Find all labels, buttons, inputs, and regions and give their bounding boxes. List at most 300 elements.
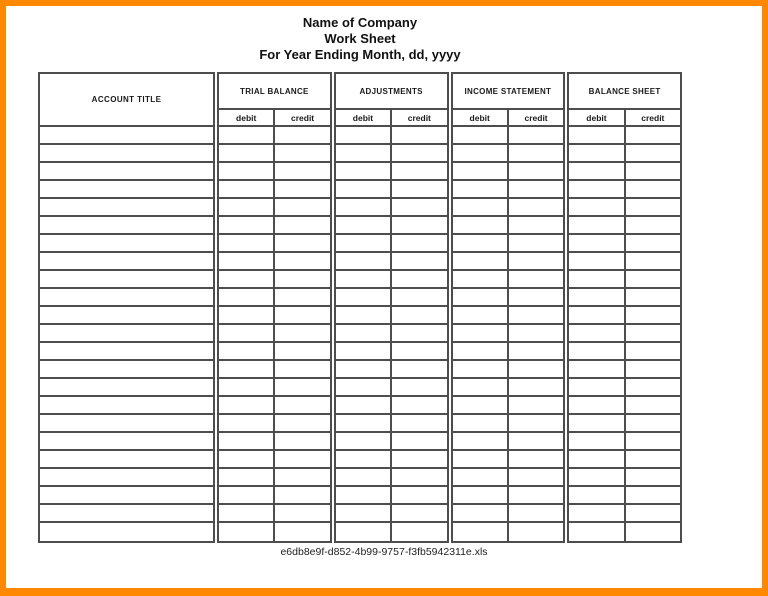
debit-column-header: debit: [469, 112, 490, 123]
worksheet-blank-row: [336, 127, 447, 145]
debit-cell: [453, 379, 507, 395]
trial-balance-subheader: [219, 110, 330, 127]
debit-cell: [219, 361, 273, 377]
debit-cell: [336, 163, 390, 179]
debit-cell: [336, 487, 390, 503]
worksheet-blank-row: [336, 289, 447, 307]
debit-cell: [453, 271, 507, 287]
debit-cell: [219, 217, 273, 233]
credit-cell: [390, 379, 446, 395]
credit-cell: [507, 217, 563, 233]
credit-cell: [507, 523, 563, 541]
worksheet-blank-row: [40, 217, 213, 235]
worksheet-blank-row: [453, 343, 564, 361]
worksheet-blank-row: [219, 451, 330, 469]
worksheet-blank-row: [219, 469, 330, 487]
worksheet-blank-row: [453, 523, 564, 541]
debit-cell: [569, 289, 623, 305]
debit-cell: [569, 379, 623, 395]
credit-cell: [624, 361, 680, 377]
debit-cell: [453, 523, 507, 541]
debit-cell: [219, 397, 273, 413]
worksheet-blank-row: [219, 181, 330, 199]
debit-cell: [453, 343, 507, 359]
worksheet-blank-row: [453, 127, 564, 145]
worksheet-blank-row: [40, 145, 213, 163]
income-statement-panel: [451, 72, 566, 543]
credit-cell: [507, 199, 563, 215]
credit-cell: [507, 433, 563, 449]
worksheet-blank-row: [569, 181, 680, 199]
worksheet-blank-row: [569, 433, 680, 451]
credit-cell: [273, 433, 329, 449]
worksheet-blank-row: [219, 397, 330, 415]
debit-cell: [569, 397, 623, 413]
worksheet-blank-row: [219, 325, 330, 343]
worksheet-blank-row: [336, 271, 447, 289]
worksheet-blank-row: [219, 343, 330, 361]
debit-cell: [219, 289, 273, 305]
worksheet-blank-row: [336, 163, 447, 181]
debit-cell: [569, 415, 623, 431]
title-period: For Year Ending Month, dd, yyyy: [259, 47, 461, 62]
credit-cell: [273, 505, 329, 521]
adjustments-rows: [336, 127, 447, 541]
worksheet-blank-row: [569, 397, 680, 415]
credit-cell: [624, 253, 680, 269]
income-statement-rows: [453, 127, 564, 541]
worksheet-blank-row: [453, 163, 564, 181]
debit-cell: [569, 145, 623, 161]
worksheet-blank-row: [453, 397, 564, 415]
worksheet-blank-row: [569, 307, 680, 325]
debit-cell: [219, 325, 273, 341]
debit-cell: [453, 397, 507, 413]
credit-cell: [273, 181, 329, 197]
worksheet-table: [38, 72, 682, 543]
credit-cell: [273, 289, 329, 305]
balance-sheet-rows: [569, 127, 680, 541]
worksheet-blank-row: [453, 289, 564, 307]
worksheet-blank-row: [569, 505, 680, 523]
debit-cell: [569, 433, 623, 449]
worksheet-blank-row: [569, 163, 680, 181]
debit-cell: [453, 469, 507, 485]
worksheet-blank-row: [569, 235, 680, 253]
worksheet-blank-row: [40, 271, 213, 289]
credit-cell: [390, 163, 446, 179]
worksheet-blank-row: [336, 235, 447, 253]
credit-cell: [273, 199, 329, 215]
credit-cell: [390, 325, 446, 341]
worksheet-blank-row: [453, 487, 564, 505]
worksheet-blank-row: [219, 253, 330, 271]
debit-cell: [219, 253, 273, 269]
worksheet-blank-row: [453, 505, 564, 523]
debit-cell: [453, 199, 507, 215]
credit-cell: [390, 487, 446, 503]
credit-cell: [507, 361, 563, 377]
credit-cell: [507, 415, 563, 431]
credit-cell: [507, 325, 563, 341]
debit-cell: [453, 487, 507, 503]
worksheet-blank-row: [336, 523, 447, 541]
credit-cell: [273, 127, 329, 143]
credit-cell: [624, 505, 680, 521]
debit-cell: [336, 505, 390, 521]
worksheet-blank-row: [453, 451, 564, 469]
debit-cell: [569, 163, 623, 179]
worksheet-blank-row: [219, 361, 330, 379]
credit-cell: [507, 235, 563, 251]
credit-cell: [507, 145, 563, 161]
debit-cell: [569, 451, 623, 467]
worksheet-blank-row: [569, 217, 680, 235]
worksheet-blank-row: [219, 433, 330, 451]
debit-cell: [219, 163, 273, 179]
debit-cell: [569, 523, 623, 541]
debit-cell: [569, 199, 623, 215]
credit-cell: [507, 469, 563, 485]
credit-cell: [273, 163, 329, 179]
worksheet-blank-row: [40, 469, 213, 487]
worksheet-blank-row: [40, 235, 213, 253]
worksheet-blank-row: [219, 307, 330, 325]
debit-cell: [219, 271, 273, 287]
debit-column-header: debit: [236, 112, 257, 123]
credit-cell: [507, 505, 563, 521]
credit-cell: [390, 361, 446, 377]
credit-cell: [624, 127, 680, 143]
credit-cell: [390, 469, 446, 485]
debit-cell: [336, 271, 390, 287]
debit-cell: [219, 415, 273, 431]
debit-cell: [453, 217, 507, 233]
title-sheet-name: Work Sheet: [324, 31, 396, 46]
credit-cell: [507, 487, 563, 503]
debit-cell: [336, 469, 390, 485]
debit-cell: [336, 379, 390, 395]
debit-cell: [569, 181, 623, 197]
debit-cell: [336, 145, 390, 161]
debit-column-header: debit: [352, 112, 374, 123]
credit-cell: [624, 199, 680, 215]
footer-filename: e6db8e9f-d852-4b99-9757-f3fb5942311e.xls: [280, 546, 488, 558]
worksheet-blank-row: [336, 469, 447, 487]
worksheet-blank-row: [219, 415, 330, 433]
worksheet-blank-row: [453, 307, 564, 325]
credit-cell: [273, 523, 329, 541]
worksheet-blank-row: [336, 379, 447, 397]
debit-cell: [453, 451, 507, 467]
balance-sheet-subheader: [569, 110, 680, 127]
debit-cell: [336, 199, 390, 215]
worksheet-blank-row: [219, 199, 330, 217]
credit-cell: [507, 379, 563, 395]
debit-cell: [219, 469, 273, 485]
debit-cell: [336, 343, 390, 359]
worksheet-blank-row: [219, 163, 330, 181]
worksheet-blank-row: [40, 379, 213, 397]
credit-cell: [273, 379, 329, 395]
worksheet-blank-row: [336, 451, 447, 469]
worksheet-blank-row: [336, 433, 447, 451]
worksheet-blank-row: [40, 433, 213, 451]
worksheet-blank-row: [336, 415, 447, 433]
worksheet-blank-row: [336, 217, 447, 235]
credit-cell: [390, 127, 446, 143]
debit-cell: [569, 127, 623, 143]
credit-cell: [507, 163, 563, 179]
debit-cell: [569, 235, 623, 251]
debit-cell: [336, 289, 390, 305]
adjustments-panel: [334, 72, 449, 543]
credit-cell: [624, 307, 680, 323]
worksheet-blank-row: [569, 487, 680, 505]
worksheet-blank-row: [336, 343, 447, 361]
income-statement-subheader: [453, 110, 564, 127]
debit-cell: [569, 487, 623, 503]
worksheet-blank-row: [336, 253, 447, 271]
credit-column-header: credit: [273, 110, 329, 125]
credit-cell: [390, 235, 446, 251]
worksheet-blank-row: [336, 325, 447, 343]
worksheet-blank-row: [569, 145, 680, 163]
trial-balance-rows: [219, 127, 330, 541]
credit-cell: [273, 145, 329, 161]
worksheet-blank-row: [569, 325, 680, 343]
credit-cell: [624, 271, 680, 287]
worksheet-blank-row: [219, 505, 330, 523]
debit-cell: [336, 397, 390, 413]
debit-cell: [569, 271, 623, 287]
credit-cell: [390, 217, 446, 233]
credit-cell: [624, 397, 680, 413]
debit-cell: [219, 343, 273, 359]
credit-cell: [624, 487, 680, 503]
credit-cell: [273, 235, 329, 251]
credit-cell: [624, 217, 680, 233]
credit-cell: [390, 145, 446, 161]
credit-cell: [624, 235, 680, 251]
worksheet-blank-row: [453, 181, 564, 199]
worksheet-blank-row: [569, 343, 680, 361]
credit-cell: [624, 523, 680, 541]
worksheet-blank-row: [40, 415, 213, 433]
credit-cell: [507, 271, 563, 287]
adjustments-header: ADJUSTMENTS: [336, 74, 447, 110]
worksheet-blank-row: [40, 397, 213, 415]
credit-cell: [507, 397, 563, 413]
worksheet-blank-row: [569, 415, 680, 433]
credit-cell: [624, 289, 680, 305]
debit-cell: [453, 433, 507, 449]
worksheet-blank-row: [219, 235, 330, 253]
debit-cell: [453, 163, 507, 179]
debit-cell: [219, 451, 273, 467]
worksheet-blank-row: [569, 523, 680, 541]
credit-cell: [273, 271, 329, 287]
credit-cell: [273, 397, 329, 413]
credit-cell: [390, 343, 446, 359]
credit-cell: [273, 469, 329, 485]
worksheet-blank-row: [219, 379, 330, 397]
credit-cell: [624, 145, 680, 161]
debit-cell: [219, 235, 273, 251]
credit-cell: [624, 469, 680, 485]
worksheet-blank-row: [569, 271, 680, 289]
worksheet-blank-row: [336, 361, 447, 379]
debit-cell: [219, 505, 273, 521]
worksheet-blank-row: [40, 199, 213, 217]
debit-cell: [336, 235, 390, 251]
debit-cell: [336, 523, 390, 541]
debit-cell: [453, 235, 507, 251]
debit-cell: [569, 217, 623, 233]
debit-cell: [453, 361, 507, 377]
credit-cell: [273, 253, 329, 269]
worksheet-blank-row: [453, 253, 564, 271]
credit-cell: [390, 433, 446, 449]
debit-cell: [453, 505, 507, 521]
worksheet-blank-row: [219, 217, 330, 235]
worksheet-blank-row: [453, 469, 564, 487]
credit-cell: [273, 217, 329, 233]
account-title-panel: [38, 72, 215, 543]
credit-cell: [273, 343, 329, 359]
worksheet-blank-row: [569, 379, 680, 397]
credit-cell: [624, 451, 680, 467]
debit-cell: [453, 127, 507, 143]
credit-cell: [390, 307, 446, 323]
debit-cell: [336, 451, 390, 467]
debit-cell: [453, 253, 507, 269]
adjustments-subheader: [336, 110, 447, 127]
debit-cell: [453, 289, 507, 305]
credit-cell: [390, 451, 446, 467]
worksheet-blank-row: [336, 199, 447, 217]
credit-column-header: credit: [507, 110, 563, 125]
debit-cell: [219, 145, 273, 161]
worksheet-blank-row: [569, 253, 680, 271]
credit-cell: [507, 127, 563, 143]
account-title-rows: [40, 127, 213, 541]
debit-cell: [569, 361, 623, 377]
worksheet-blank-row: [40, 181, 213, 199]
debit-cell: [336, 253, 390, 269]
worksheet-blank-row: [453, 199, 564, 217]
worksheet-blank-row: [40, 505, 213, 523]
worksheet-blank-row: [453, 361, 564, 379]
debit-cell: [219, 379, 273, 395]
debit-cell: [569, 253, 623, 269]
worksheet-blank-row: [569, 361, 680, 379]
credit-cell: [390, 181, 446, 197]
credit-cell: [390, 505, 446, 521]
debit-cell: [219, 433, 273, 449]
worksheet-blank-row: [336, 307, 447, 325]
worksheet-blank-row: [453, 415, 564, 433]
worksheet-blank-row: [569, 127, 680, 145]
credit-cell: [507, 289, 563, 305]
credit-cell: [390, 397, 446, 413]
worksheet-blank-row: [453, 325, 564, 343]
worksheet-blank-row: [219, 523, 330, 541]
worksheet-blank-row: [336, 397, 447, 415]
worksheet-blank-row: [40, 307, 213, 325]
title-company-name: Name of Company: [302, 15, 418, 30]
debit-cell: [336, 325, 390, 341]
document-title: [38, 15, 682, 63]
worksheet-blank-row: [219, 145, 330, 163]
debit-cell: [219, 523, 273, 541]
worksheet-blank-row: [336, 181, 447, 199]
income-statement-header: INCOME STATEMENT: [453, 74, 564, 110]
credit-cell: [507, 307, 563, 323]
worksheet-blank-row: [336, 487, 447, 505]
credit-column-header: credit: [624, 110, 680, 125]
worksheet-blank-row: [336, 145, 447, 163]
debit-cell: [219, 127, 273, 143]
account-title-header: ACCOUNT TITLE: [40, 74, 213, 127]
debit-cell: [453, 415, 507, 431]
credit-column-header: credit: [390, 110, 446, 125]
credit-cell: [273, 307, 329, 323]
balance-sheet-panel: [567, 72, 682, 543]
debit-cell: [336, 433, 390, 449]
worksheet-blank-row: [219, 487, 330, 505]
debit-cell: [219, 307, 273, 323]
credit-cell: [507, 343, 563, 359]
debit-cell: [336, 217, 390, 233]
worksheet-blank-row: [569, 289, 680, 307]
worksheet-blank-row: [40, 343, 213, 361]
worksheet-blank-row: [40, 163, 213, 181]
credit-cell: [507, 451, 563, 467]
worksheet-blank-row: [40, 361, 213, 379]
debit-cell: [219, 199, 273, 215]
worksheet-blank-row: [219, 271, 330, 289]
worksheet-blank-row: [40, 253, 213, 271]
debit-cell: [336, 415, 390, 431]
worksheet-blank-row: [40, 451, 213, 469]
debit-cell: [336, 181, 390, 197]
debit-cell: [219, 487, 273, 503]
credit-cell: [273, 415, 329, 431]
debit-cell: [569, 307, 623, 323]
worksheet-blank-row: [40, 487, 213, 505]
credit-cell: [273, 451, 329, 467]
credit-cell: [624, 163, 680, 179]
debit-cell: [336, 361, 390, 377]
credit-cell: [624, 181, 680, 197]
credit-cell: [390, 253, 446, 269]
worksheet-blank-row: [569, 469, 680, 487]
credit-cell: [273, 487, 329, 503]
debit-cell: [453, 181, 507, 197]
trial-balance-panel: [217, 72, 332, 543]
credit-cell: [390, 271, 446, 287]
debit-cell: [453, 145, 507, 161]
worksheet-blank-row: [453, 235, 564, 253]
debit-cell: [569, 325, 623, 341]
worksheet-blank-row: [453, 217, 564, 235]
worksheet-blank-row: [219, 127, 330, 145]
worksheet-blank-row: [40, 289, 213, 307]
worksheet-blank-row: [569, 451, 680, 469]
credit-cell: [624, 343, 680, 359]
worksheet-blank-row: [40, 325, 213, 343]
